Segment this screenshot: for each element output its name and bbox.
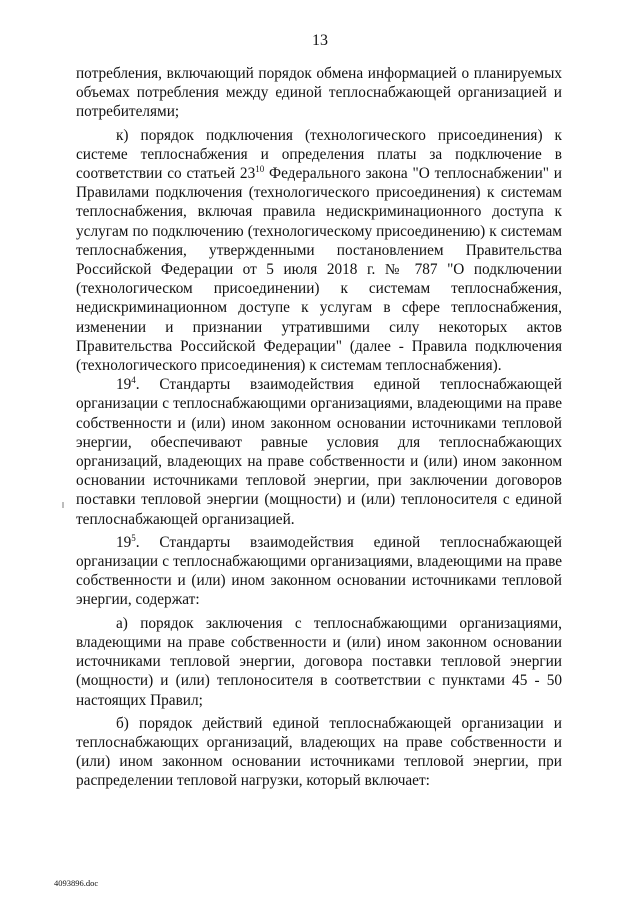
clause-text-19-4: . Стандарты взаимодействия единой теплоснабжающей организации с теплоснабжающими организациями, владеющими на праве собственности и (или) ином законном основании источниками тепловой энергии, обеспечивают равные условия для теплоснабжающих организаций, владеющих на праве собственности и (или) ином законном основании источниками тепловой энергии, при заключении договоров поставки тепловой энергии (мощности) и (или) теплоносителя с единой теплоснабжающей организацией. [76, 376, 562, 528]
paragraph-consumption-info: потребления, включающий порядок обмена информацией о планируемых объемах потребления между единой теплоснабжающей организацией и потребителями; [76, 65, 562, 121]
margin-mark [62, 502, 64, 508]
paragraph-item-b: б) порядок действий единой теплоснабжающей организации и теплоснабжающих организаций, владеющих на праве собственности и (или) ином законном основании источниками тепловой энергии, при распределении тепловой нагрузки, который включает: [76, 714, 562, 790]
clause-superscript-5: 5 [131, 532, 136, 543]
clause-superscript-4: 4 [131, 375, 136, 386]
article-superscript: 10 [255, 164, 265, 175]
document-body [76, 64, 562, 791]
clause-number-19-4: 19 [116, 376, 132, 394]
paragraph-19-4 [76, 375, 562, 529]
paragraph-19-5 [76, 533, 562, 610]
clause-text-19-5: . Стандарты взаимодействия единой теплоснабжающей организации с теплоснабжающими организациями, владеющими на праве собственности и (или) ином законном основании источниками тепловой энергии, содержат: [76, 533, 562, 609]
paragraph-item-k [76, 126, 562, 376]
footer-filename: 4093896.doc [54, 878, 99, 888]
paragraph-item-k-start: к) порядок подключения (технологического присоединения) к системе теплоснабжения и определения платы за подключение в соответствии со статьей 23 [76, 126, 562, 183]
paragraph-item-a: а) порядок заключения с теплоснабжающими организациями, владеющими на праве собственности и (или) ином законном основании источниками тепловой энергии, договора поставки тепловой энергии (мощности) и (или) теплоносителя в соответствии с пунктами 45 - 50 настоящих Правил; [76, 614, 562, 709]
clause-number-19-5: 19 [116, 533, 132, 551]
paragraph-item-k-rest: Федерального закона "О теплоснабжении" и Правилами подключения (технологического присоединения) к системам теплоснабжения, включая правила недискриминационного доступа к услугам по подключению (технологическому присоединению) к системам теплоснабжения, утвержденными постановлением Правительства Российской Федерации от 5 июля 2018 г. № 787 "О подключении (технологическом присоединении) к системам теплоснабжения, недискриминационном доступе к услугам в сфере теплоснабжения, изменении и признании утратившими силу некоторых актов Правительства Российской Федерации" (далее - Правила подключения (технологического присоединения) к системам теплоснабжения). [76, 165, 562, 375]
page-number: 13 [312, 32, 328, 49]
